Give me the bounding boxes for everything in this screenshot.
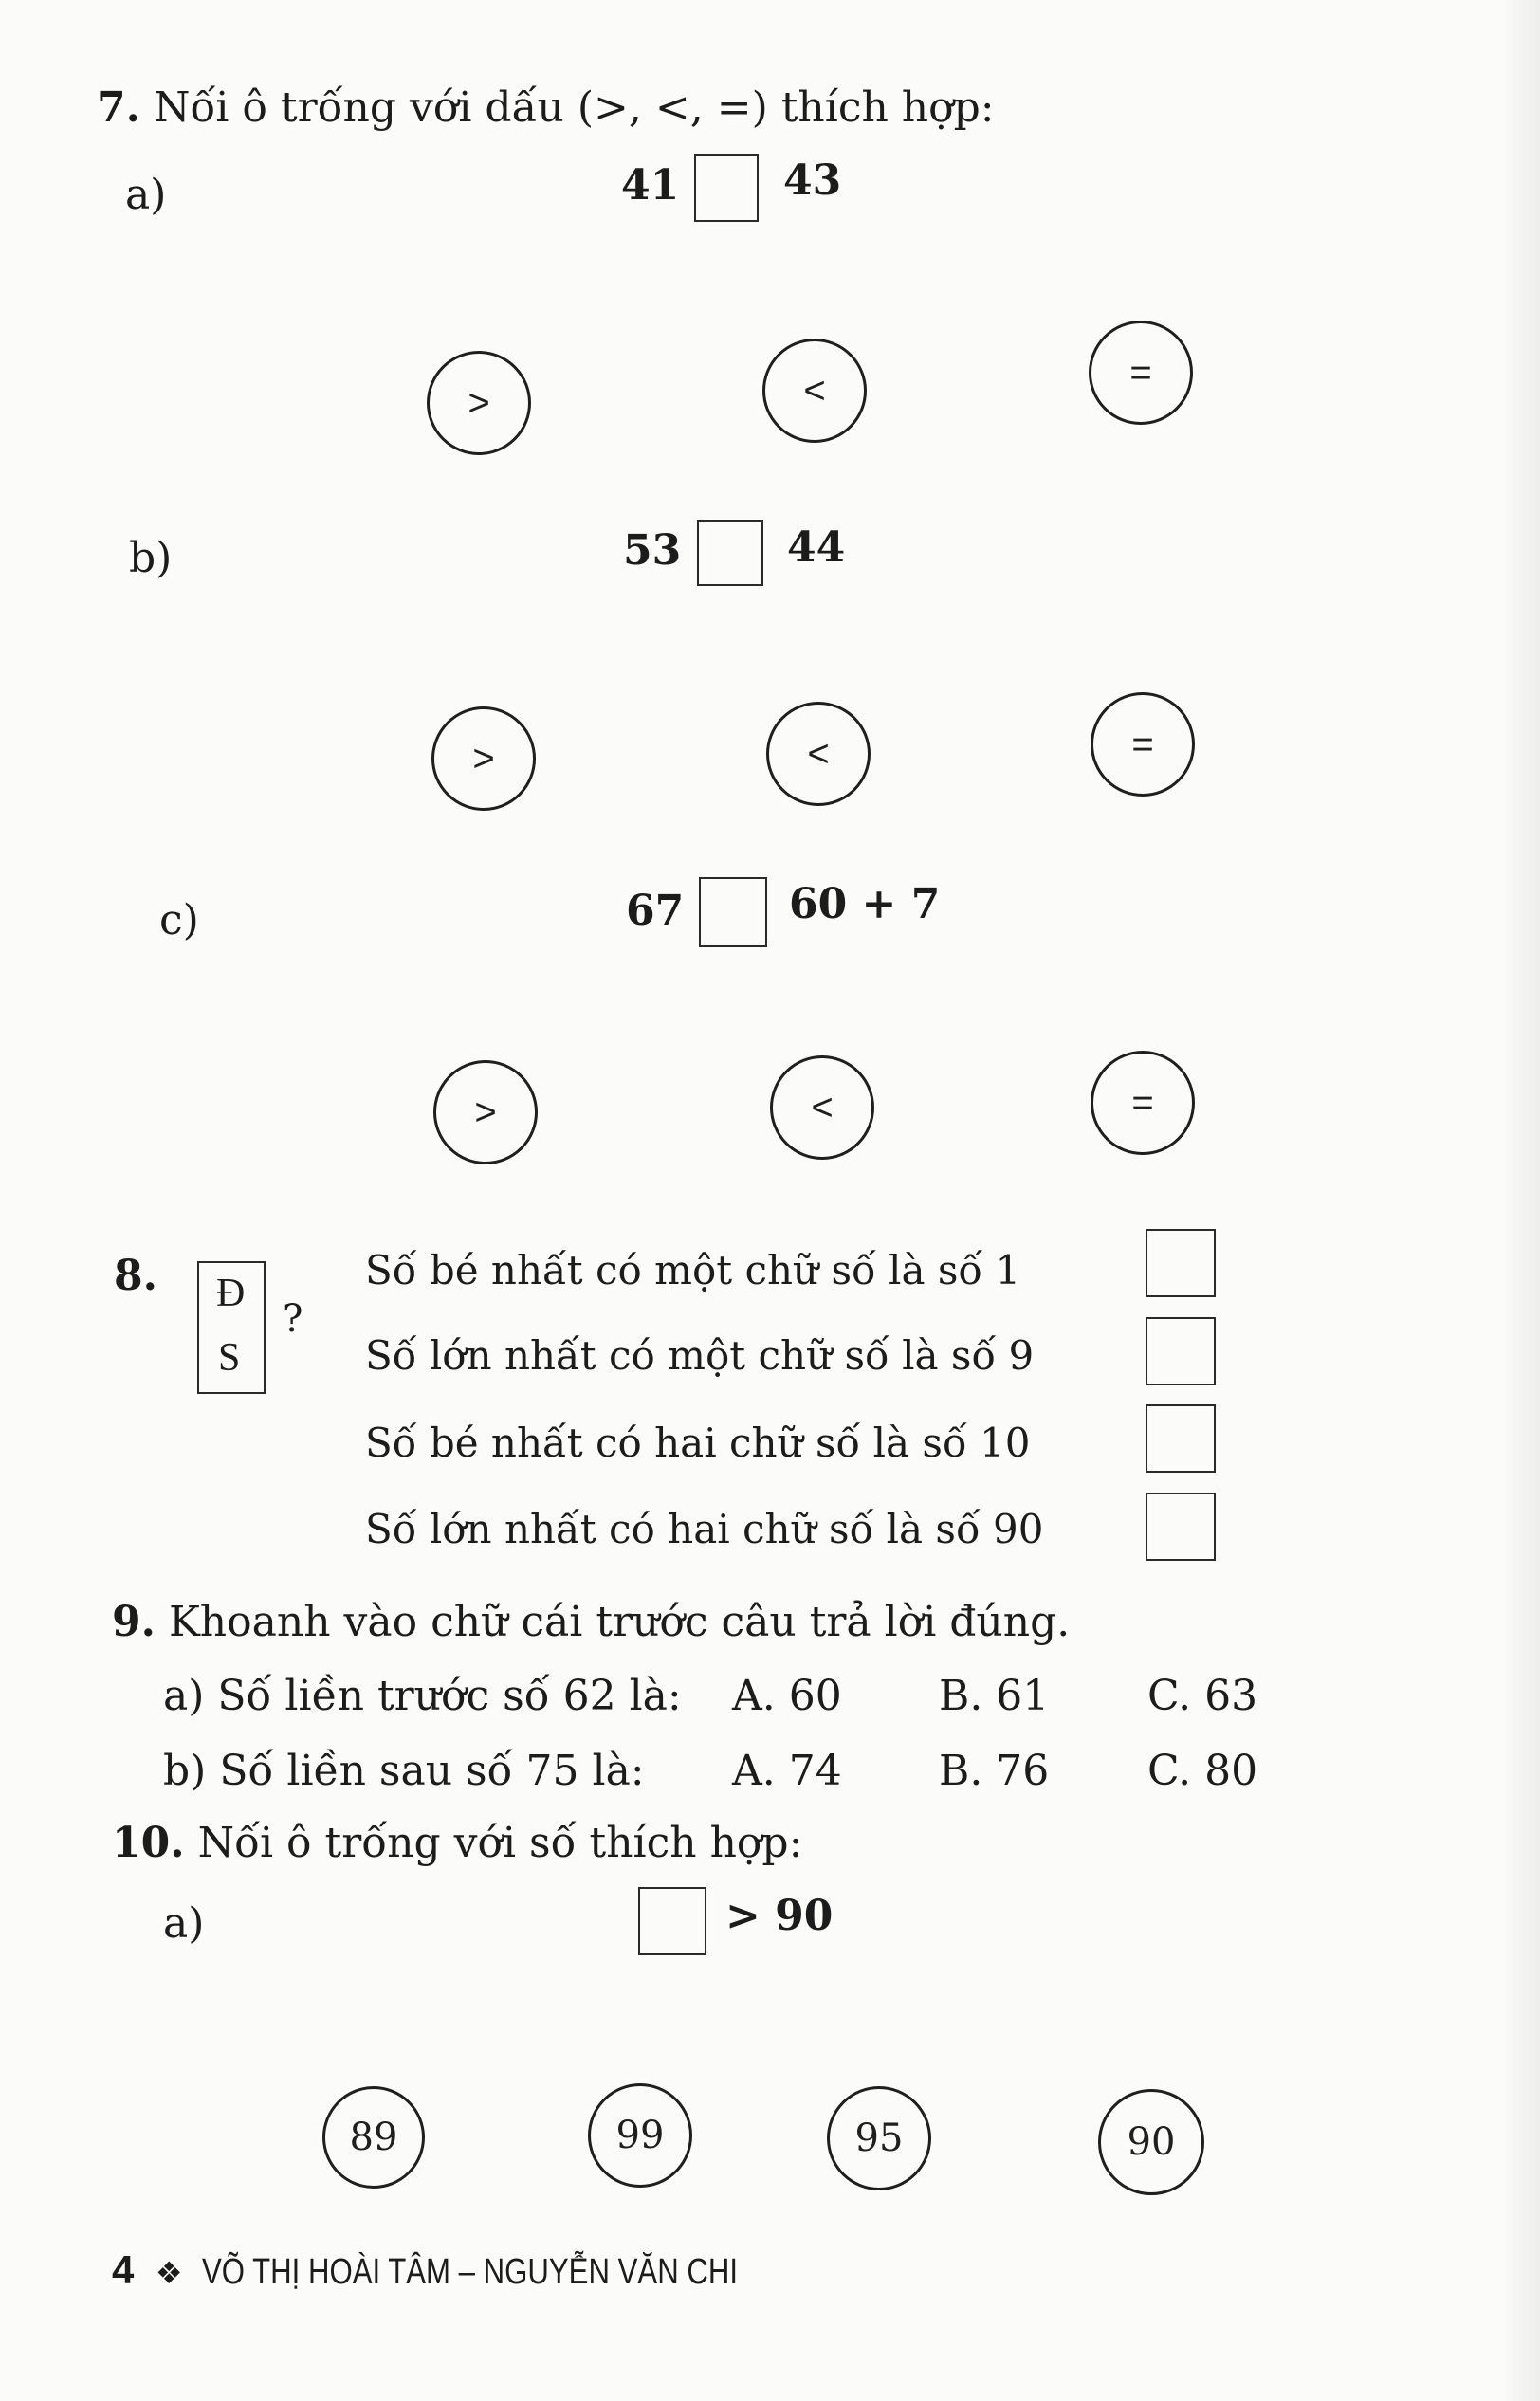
page-footer [112, 2247, 855, 2293]
q9a-option-b[interactable]: B. 61 [939, 1672, 1050, 1720]
q8-answer-box-3[interactable] [1146, 1404, 1216, 1473]
q7b-option-less[interactable] [766, 702, 871, 806]
q7c-option-equal-label: = [1131, 1081, 1154, 1124]
q7b-option-equal-label: = [1131, 723, 1154, 765]
q7b-left-number: 53 [623, 526, 682, 575]
q7a-option-equal[interactable] [1089, 321, 1193, 425]
page-edge-shadow [1502, 0, 1540, 2401]
footer-authors: VÕ THỊ HOÀI TÂM – NGUYỄN VĂN CHI [202, 2252, 739, 2292]
q8-answer-box-1[interactable] [1146, 1229, 1216, 1297]
q8-statement-4: Số lớn nhất có hai chữ số là số 90 [365, 1506, 1044, 1552]
true-letter: Đ [216, 1272, 246, 1315]
q7a-left-number: 41 [621, 161, 680, 210]
false-letter: S [218, 1336, 241, 1380]
q9b-option-c[interactable]: C. 80 [1147, 1747, 1258, 1795]
q7c-option-less-label: < [811, 1086, 834, 1128]
q7c-right-expression: 60 + 7 [789, 880, 941, 928]
q10a-label: a) [163, 1899, 205, 1948]
q10-number: 10. [112, 1819, 185, 1867]
q7a-option-equal-label: = [1129, 351, 1152, 394]
q7-number: 7. [97, 83, 140, 132]
q9-heading [112, 1598, 1070, 1646]
q10-option-90[interactable] [1098, 2089, 1204, 2195]
q10-option-90-label: 90 [1127, 2120, 1176, 2164]
q10-option-99[interactable] [588, 2083, 692, 2188]
true-false-legend [197, 1261, 266, 1394]
q10-title: Nối ô trống với số thích hợp: [197, 1819, 803, 1867]
q10-option-95[interactable] [827, 2086, 931, 2190]
q7c-option-greater[interactable] [433, 1060, 538, 1164]
q8-answer-box-4[interactable] [1146, 1493, 1216, 1561]
q7-title: Nối ô trống với dấu (>, <, =) thích hợp: [153, 83, 995, 132]
q7a-right-number: 43 [783, 156, 842, 205]
q7a-option-less-label: < [803, 369, 826, 412]
q10-option-89[interactable] [322, 2086, 425, 2189]
q7a-label: a) [125, 171, 167, 219]
q7a-option-greater[interactable] [427, 351, 531, 455]
q10-heading [112, 1819, 802, 1867]
q7b-label: b) [129, 534, 173, 582]
q10-option-95-label: 95 [854, 2117, 904, 2160]
q9a-option-c[interactable]: C. 63 [1147, 1672, 1258, 1720]
q8-question-mark: ? [283, 1297, 303, 1341]
q7a-answer-box[interactable] [694, 154, 759, 222]
q7b-option-equal[interactable] [1091, 692, 1195, 797]
q8-statement-3: Số bé nhất có hai chữ số là số 10 [365, 1420, 1031, 1466]
q7a-option-less[interactable] [762, 339, 867, 443]
q7c-option-greater-label: > [474, 1091, 497, 1133]
q10-option-89-label: 89 [349, 2116, 398, 2159]
q9a-option-a[interactable]: A. 60 [732, 1672, 842, 1720]
page-number: 4 [112, 2247, 135, 2292]
q8-statement-1: Số bé nhất có một chữ số là số 1 [365, 1247, 1021, 1293]
q7c-label: c) [159, 896, 199, 944]
q10a-expression: > 90 [725, 1892, 834, 1940]
q8-answer-box-2[interactable] [1146, 1317, 1216, 1385]
q8-statement-2: Số lớn nhất có một chữ số là số 9 [365, 1332, 1035, 1379]
q7c-answer-box[interactable] [699, 877, 767, 947]
q10a-answer-box[interactable] [638, 1887, 706, 1955]
q7c-left-number: 67 [626, 887, 685, 935]
q9a-question: a) Số liền trước số 62 là: [163, 1672, 682, 1720]
q7b-option-greater-label: > [472, 737, 495, 779]
q7b-answer-box[interactable] [697, 520, 763, 586]
q7-heading [97, 83, 995, 132]
q9b-option-a[interactable]: A. 74 [732, 1747, 842, 1795]
q9b-option-b[interactable]: B. 76 [939, 1747, 1050, 1795]
q7c-option-equal[interactable] [1091, 1051, 1195, 1155]
q8-number: 8. [114, 1252, 157, 1300]
q7c-option-less[interactable] [770, 1055, 874, 1160]
q9b-question: b) Số liền sau số 75 là: [163, 1747, 645, 1795]
q7a-option-greater-label: > [468, 381, 490, 424]
q9-title: Khoanh vào chữ cái trước câu trả lời đúng. [168, 1598, 1071, 1646]
q10-option-99-label: 99 [615, 2114, 665, 2157]
ornament-icon: ❖ [155, 2256, 183, 2290]
q7b-right-number: 44 [787, 523, 846, 572]
q7b-option-less-label: < [807, 732, 830, 775]
q7b-option-greater[interactable] [431, 706, 536, 811]
q9-number: 9. [112, 1598, 156, 1646]
